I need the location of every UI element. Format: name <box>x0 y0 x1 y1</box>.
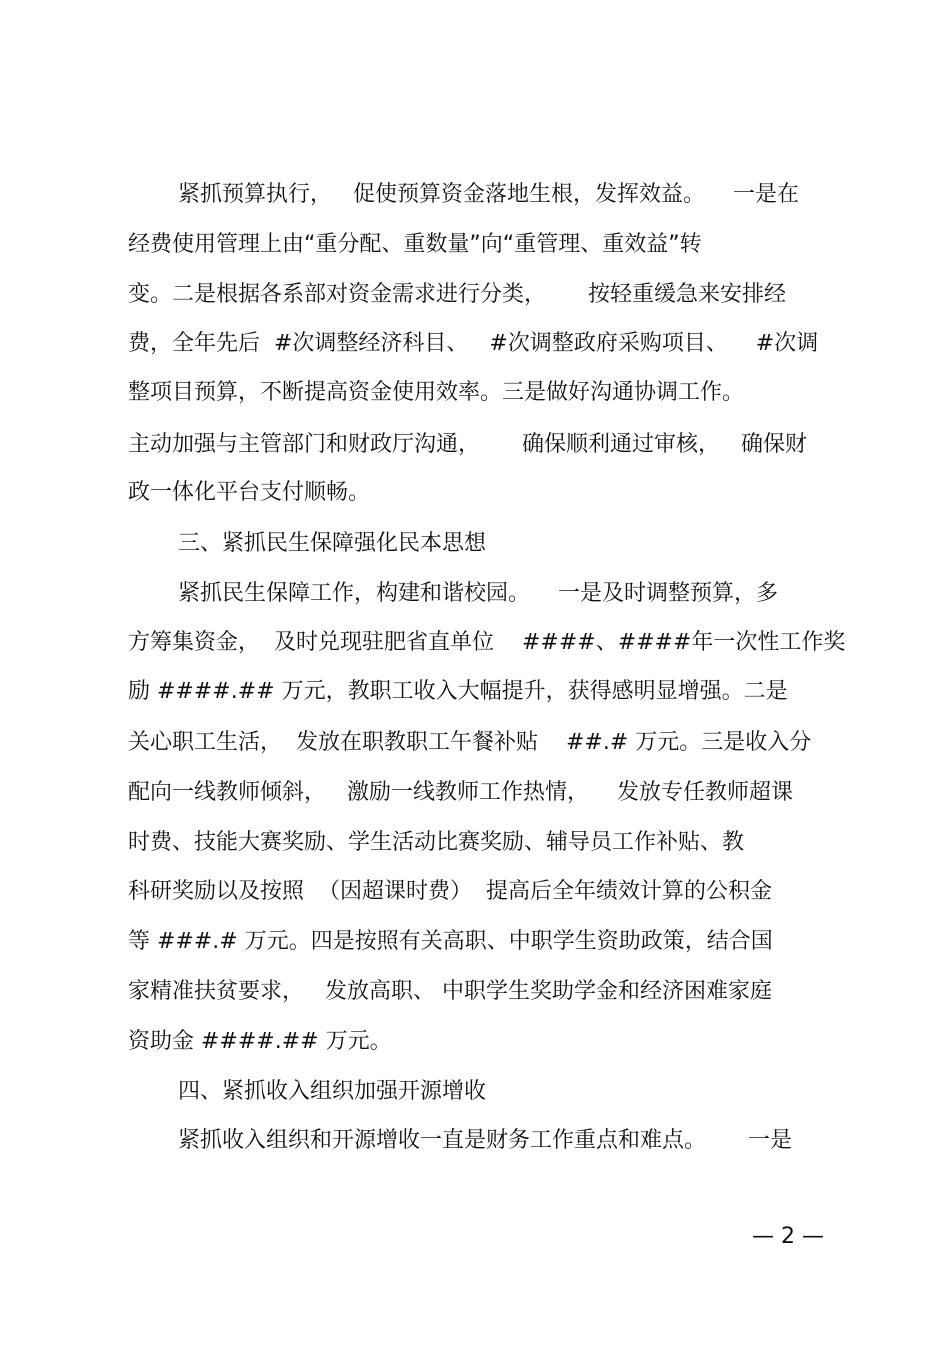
paragraph-line: 紧抓预算执行， 促使预算资金落地生根，发挥效益。 一是在 <box>178 182 799 207</box>
paragraph-line: 时费、技能大赛奖励、学生活动比赛奖励、辅导员工作补贴、教 <box>128 830 745 855</box>
paragraph-line: 紧抓收入组织和开源增收一直是财务工作重点和难点。 一是 <box>178 1128 792 1153</box>
paragraph-line: 紧抓民生保障工作，构建和谐校园。 一是及时调整预算，多 <box>178 581 778 606</box>
paragraph-line: 等 ###.# 万元。四是按照有关高职、中职学生资助政策，结合国 <box>128 929 773 954</box>
section-heading-4: 四、紧抓收入组织加强开源增收 <box>178 1079 487 1104</box>
page-number: — 2 — <box>752 1224 824 1249</box>
paragraph-line: 关心职工生活， 发放在职教职工午餐补贴 ##.# 万元。三是收入分 <box>128 730 812 755</box>
paragraph-line: 费，全年先后 #次调整经济科目、 #次调整政府采购项目、 #次调 <box>128 331 819 356</box>
paragraph-line: 励 ####.## 万元，教职工收入大幅提升，获得感明显增强。二是 <box>128 679 788 704</box>
paragraph-line: 政一体化平台支付顺畅。 <box>128 480 371 505</box>
paragraph-line: 整项目预算，不断提高资金使用效率。三是做好沟通协调工作。 <box>128 380 745 405</box>
paragraph-line: 家精准扶贫要求， 发放高职、 中职学生奖助学金和经济困难家庭 <box>128 979 772 1004</box>
paragraph-line: 变。二是根据各系部对资金需求进行分类， 按轻重缓急来安排经 <box>128 282 786 307</box>
paragraph-line: 资助金 ####.## 万元。 <box>128 1029 392 1054</box>
paragraph-line: 经费使用管理上由“重分配、重数量”向“重管理、重效益”转 <box>128 232 702 257</box>
paragraph-line: 配向一线教师倾斜， 激励一线教师工作热情， 发放专任教师超课 <box>128 780 793 805</box>
paragraph-line: 科研奖励以及按照 （因超课时费） 提高后全年绩效计算的公积金 <box>128 879 772 904</box>
section-heading-3: 三、紧抓民生保障强化民本思想 <box>178 531 487 556</box>
paragraph-line: 方筹集资金， 及时兑现驻肥省直单位 ####、####年一次性工作奖 <box>128 630 846 655</box>
paragraph-line: 主动加强与主管部门和财政厅沟通， 确保顺利通过审核， 确保财 <box>128 432 807 457</box>
